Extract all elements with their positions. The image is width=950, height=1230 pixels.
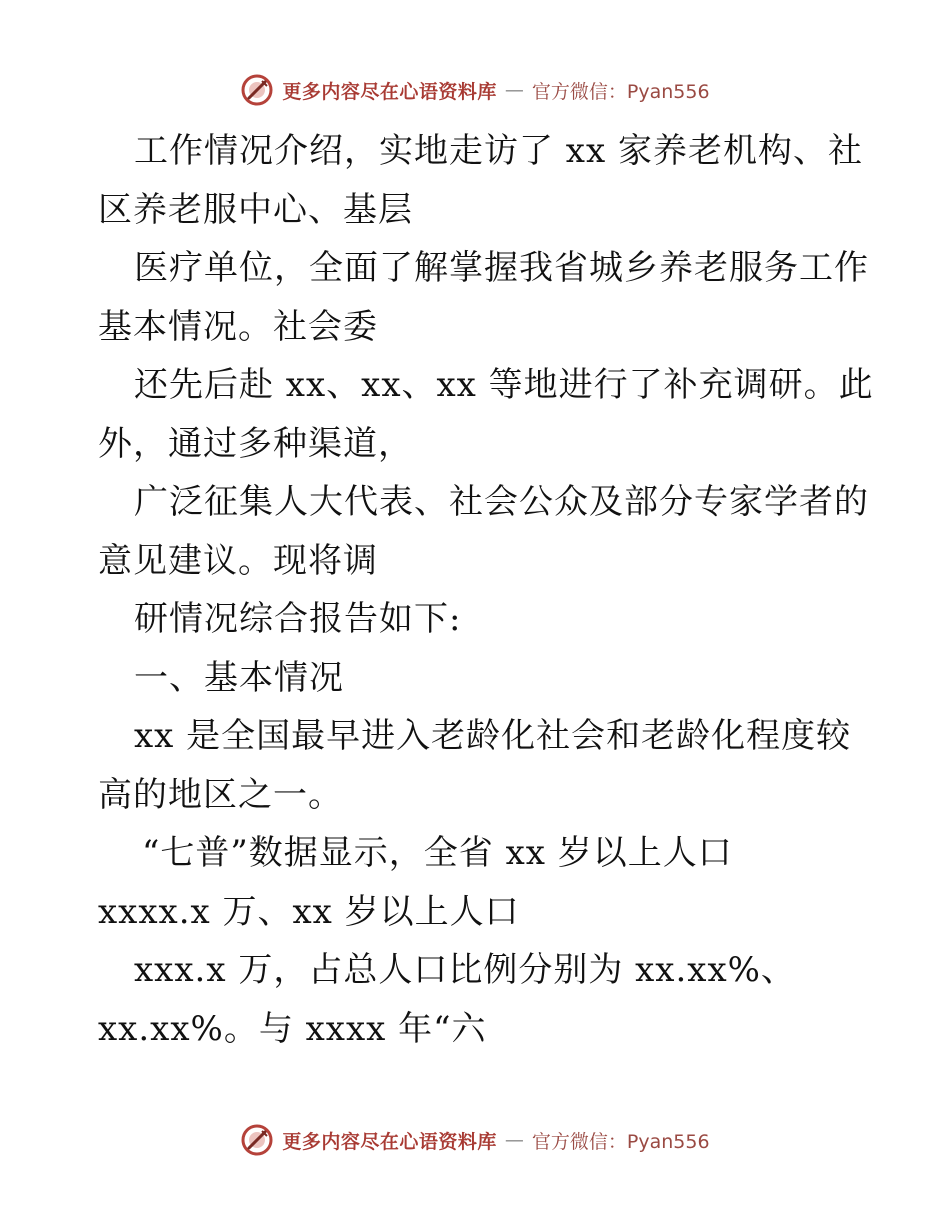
paragraph-line: 广泛征集人大代表、社会公众及部分专家学者的: [134, 482, 869, 522]
paragraph-line: xx 是全国最早进入老龄化社会和老龄化程度较: [134, 716, 852, 756]
paragraph-line: 工作情况介绍，实地走访了 xx 家养老机构、社: [134, 131, 863, 171]
paragraph-line: 还先后赴 xx、xx、xx 等地进行了补充调研。此: [134, 365, 874, 405]
watermark-dash: —: [504, 1129, 524, 1151]
document-body: [98, 122, 874, 1058]
watermark-contact: 官方微信：Pyan556: [531, 80, 710, 103]
paragraph-line: 基本情况。社会委: [98, 306, 378, 347]
logo-icon: [240, 73, 274, 107]
watermark-brand: 更多内容尽在心语资料库: [282, 1130, 497, 1153]
paragraph-line: “七普”数据显示，全省 xx 岁以上人口: [142, 833, 733, 873]
paragraph-line: 医疗单位，全面了解掌握我省城乡养老服务工作: [134, 248, 869, 288]
logo-icon: [240, 1123, 274, 1157]
paragraph-line: 区养老服中心、基层: [98, 189, 413, 230]
paragraph-line: 研情况综合报告如下:: [134, 599, 462, 639]
paragraph-line: 高的地区之一。: [98, 774, 343, 815]
paragraph-line: 外，通过多种渠道，: [98, 423, 413, 464]
paragraph-line: xxx.x 万，占总人口比例分别为 xx.xx%、: [134, 950, 796, 990]
paragraph-line: xx.xx%。与 xxxx 年“六: [98, 1008, 487, 1049]
header-watermark: [0, 70, 950, 110]
section-heading: 一、基本情况: [134, 657, 344, 698]
watermark-dash: —: [504, 79, 524, 101]
watermark-contact: 官方微信：Pyan556: [531, 1130, 710, 1153]
paragraph-line: xxxx.x 万、xx 岁以上人口: [98, 891, 520, 932]
paragraph-line: 意见建议。现将调: [98, 540, 378, 581]
watermark-brand: 更多内容尽在心语资料库: [282, 80, 497, 103]
footer-watermark: [0, 1120, 950, 1160]
